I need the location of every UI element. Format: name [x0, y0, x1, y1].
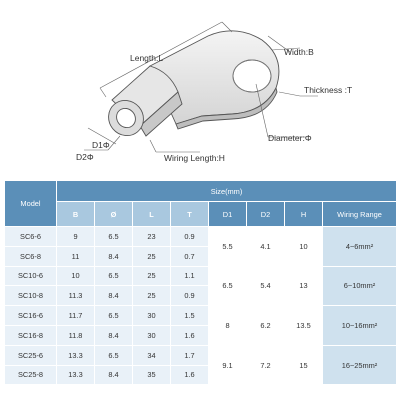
h-cell: 10 — [285, 227, 323, 267]
t-cell: 0.9 — [171, 286, 209, 306]
phi-cell: 8.4 — [95, 325, 133, 345]
t-cell: 1.6 — [171, 325, 209, 345]
d2-cell: 6.2 — [247, 306, 285, 346]
l-cell: 25 — [133, 266, 171, 286]
b-cell: 9 — [57, 227, 95, 247]
column-header-t: T — [171, 202, 209, 227]
model-cell: SC10-8 — [5, 286, 57, 306]
d1-label: D1Φ — [92, 140, 110, 150]
d2-cell: 4.1 — [247, 227, 285, 267]
model-header: Model — [5, 181, 57, 227]
width-label: Width:B — [284, 47, 314, 57]
d1-cell: 9.1 — [209, 345, 247, 385]
column-header-h: H — [285, 202, 323, 227]
l-cell: 25 — [133, 246, 171, 266]
length-label: Length:L — [130, 53, 164, 63]
model-cell: SC25-6 — [5, 345, 57, 365]
diameter-label: Diameter:Φ — [268, 133, 312, 143]
d2-cell: 5.4 — [247, 266, 285, 306]
d1-cell: 8 — [209, 306, 247, 346]
model-cell: SC10-6 — [5, 266, 57, 286]
t-cell: 1.7 — [171, 345, 209, 365]
wiring-range-cell: 4~6mm² — [323, 227, 397, 267]
thickness-label: Thickness :T — [304, 85, 353, 95]
column-header-l: L — [133, 202, 171, 227]
h-cell: 13 — [285, 266, 323, 306]
l-cell: 30 — [133, 325, 171, 345]
table-row — [5, 345, 397, 365]
phi-cell: 8.4 — [95, 246, 133, 266]
model-cell: SC25-8 — [5, 365, 57, 385]
spec-table — [4, 180, 397, 385]
phi-cell: 6.5 — [95, 306, 133, 326]
size-header: Size(mm) — [57, 181, 397, 202]
b-cell: 11.7 — [57, 306, 95, 326]
h-cell: 13.5 — [285, 306, 323, 346]
b-cell: 13.3 — [57, 345, 95, 365]
t-cell: 1.6 — [171, 365, 209, 385]
phi-cell: 6.5 — [95, 227, 133, 247]
d2-label: D2Φ — [76, 152, 94, 162]
b-cell: 11.8 — [57, 325, 95, 345]
column-header-wiring-range: Wiring Range — [323, 202, 397, 227]
h-cell: 15 — [285, 345, 323, 385]
wiring-range-cell: 6~10mm² — [323, 266, 397, 306]
l-cell: 34 — [133, 345, 171, 365]
t-cell: 1.1 — [171, 266, 209, 286]
phi-cell: 8.4 — [95, 365, 133, 385]
model-cell: SC16-8 — [5, 325, 57, 345]
l-cell: 35 — [133, 365, 171, 385]
d2-cell: 7.2 — [247, 345, 285, 385]
wiring-range-cell: 16~25mm² — [323, 345, 397, 385]
model-cell: SC6-6 — [5, 227, 57, 247]
model-cell: SC16-6 — [5, 306, 57, 326]
b-cell: 10 — [57, 266, 95, 286]
phi-cell: 6.5 — [95, 345, 133, 365]
ring-terminal-diagram — [0, 0, 400, 178]
wiring-range-cell: 10~16mm² — [323, 306, 397, 346]
wiring-length-label: Wiring Length:H — [164, 153, 225, 163]
column-header-b: B — [57, 202, 95, 227]
phi-cell: 8.4 — [95, 286, 133, 306]
model-cell: SC6-8 — [5, 246, 57, 266]
b-cell: 13.3 — [57, 365, 95, 385]
l-cell: 25 — [133, 286, 171, 306]
column-header-phi: Ø — [95, 202, 133, 227]
l-cell: 23 — [133, 227, 171, 247]
t-cell: 0.7 — [171, 246, 209, 266]
column-header-d2: D2 — [247, 202, 285, 227]
column-header-d1: D1 — [209, 202, 247, 227]
t-cell: 0.9 — [171, 227, 209, 247]
table-row — [5, 227, 397, 247]
l-cell: 30 — [133, 306, 171, 326]
d1-cell: 5.5 — [209, 227, 247, 267]
t-cell: 1.5 — [171, 306, 209, 326]
b-cell: 11 — [57, 246, 95, 266]
phi-cell: 6.5 — [95, 266, 133, 286]
table-row — [5, 306, 397, 326]
ring-terminal-drawing — [101, 31, 279, 143]
b-cell: 11.3 — [57, 286, 95, 306]
table-row — [5, 266, 397, 286]
d1-cell: 6.5 — [209, 266, 247, 306]
